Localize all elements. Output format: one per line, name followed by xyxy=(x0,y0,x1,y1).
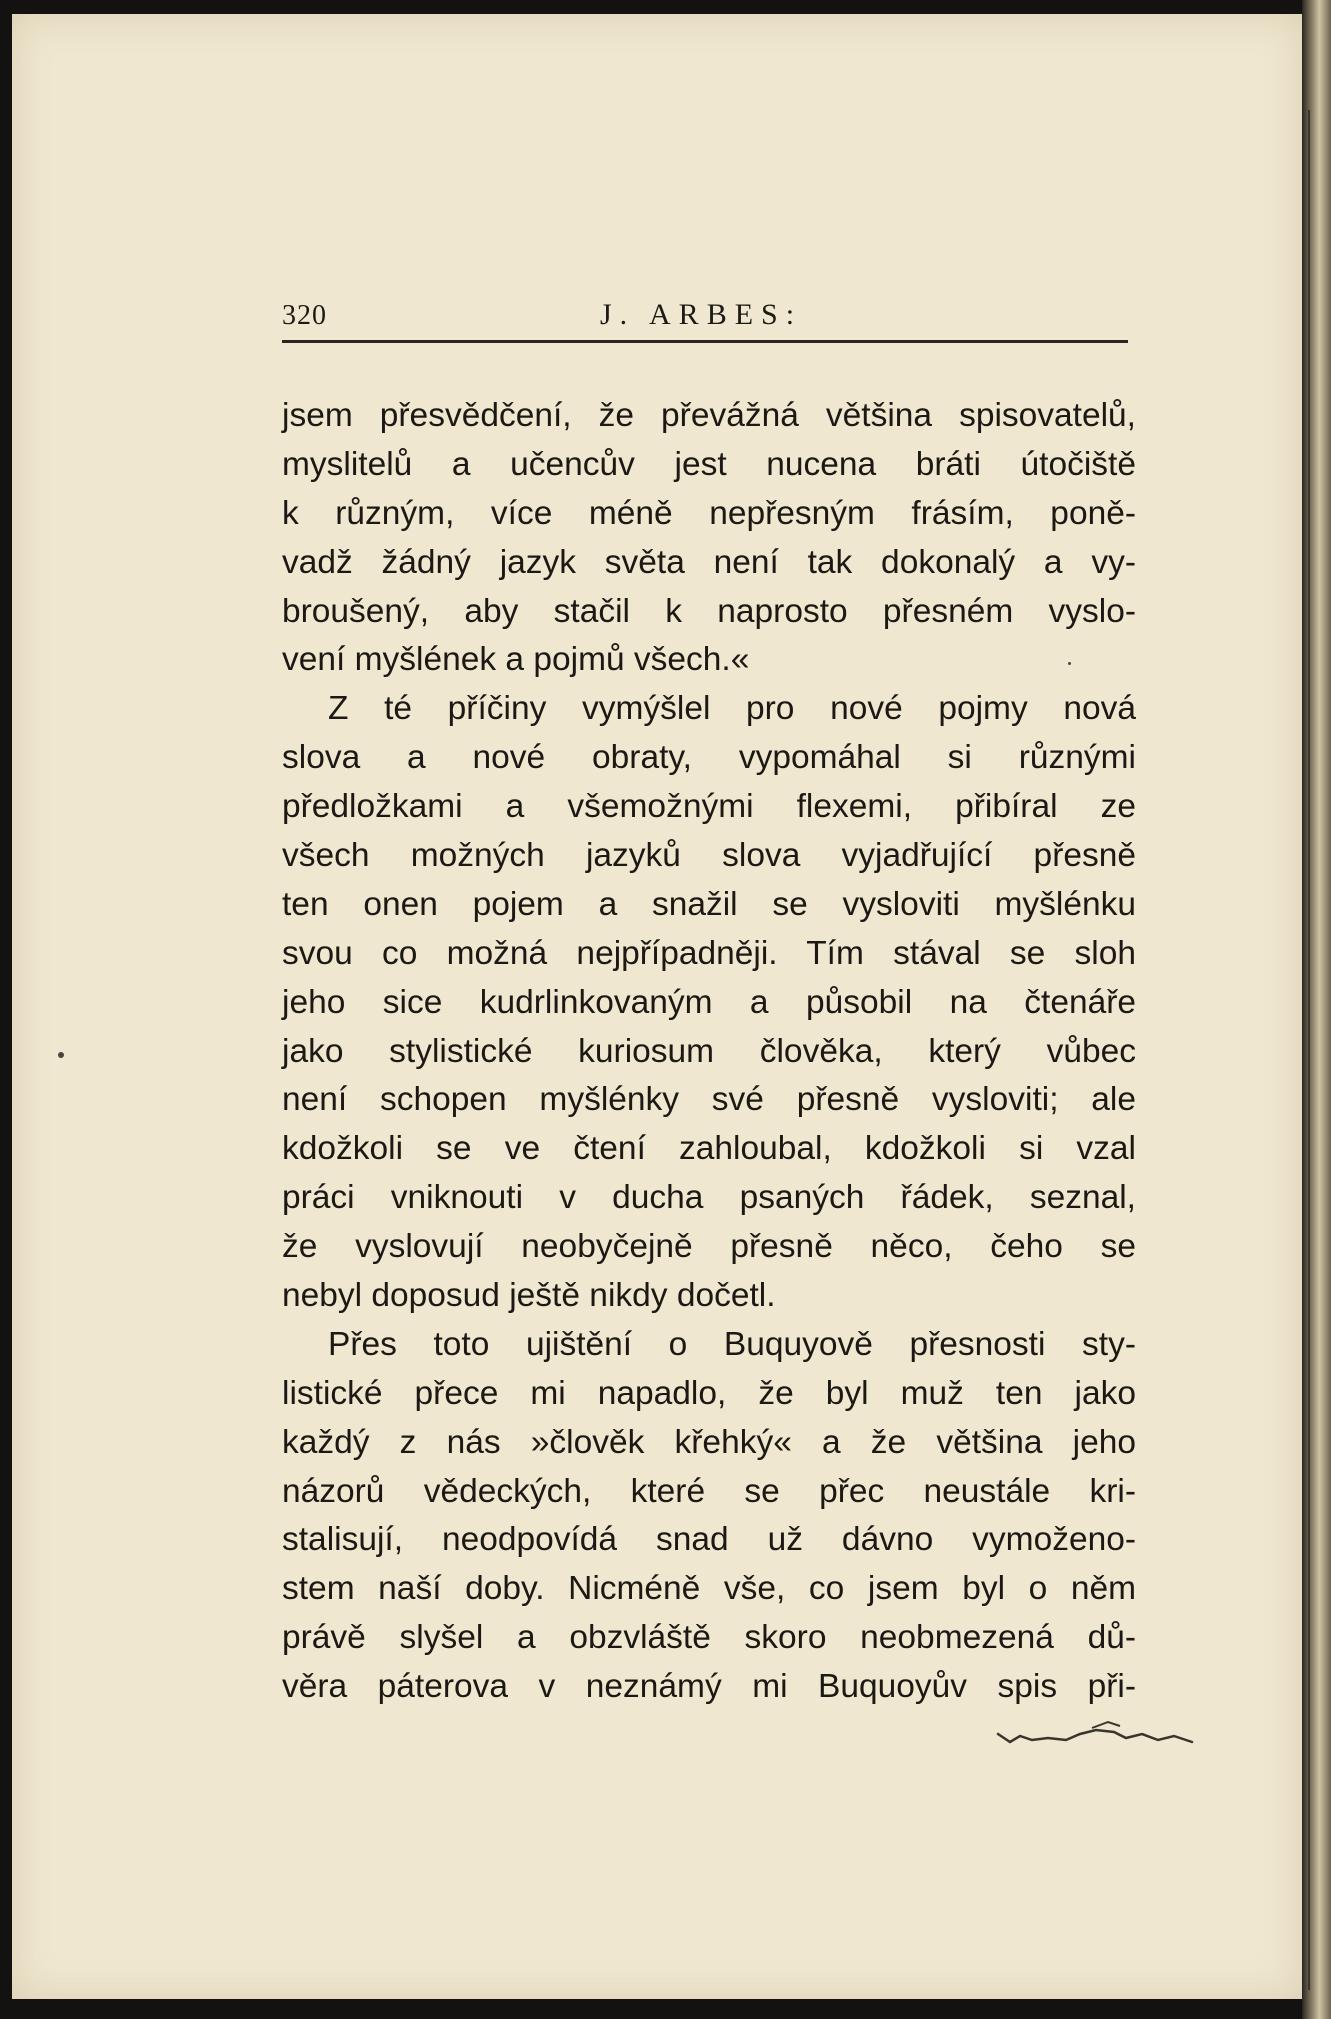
text-line: že vyslovují neobyčejně přesně něco, čeho se xyxy=(282,1228,1136,1266)
text-line: stem naší doby. Nicméně vše, co jsem byl o něm xyxy=(282,1570,1136,1608)
running-head: J. ARBES: xyxy=(600,298,803,331)
text-line: slova a nové obraty, vypomáhal si různými xyxy=(282,739,1136,777)
text-line: názorů vědeckých, které se přec neustále kri- xyxy=(282,1472,1136,1510)
text-line: Přes toto ujištění o Buquyově přesnosti sty- xyxy=(328,1325,1136,1363)
text-line: ten onen pojem a snažil se vysloviti myšlénku xyxy=(282,885,1136,923)
binding-line xyxy=(1308,110,1310,1990)
text-line: myslitelů a učencův jest nucena bráti útočiště xyxy=(282,445,1136,483)
text-line: k různým, více méně nepřesným frásím, poně- xyxy=(282,494,1136,532)
text-line: broušený, aby stačil k naprosto přesném vyslo- xyxy=(282,592,1136,630)
ink-speck xyxy=(1068,662,1071,665)
text-line: vadž žádný jazyk světa není tak dokonalý a vy- xyxy=(282,543,1136,581)
text-line: stalisují, neodpovídá snad už dávno vymoženo- xyxy=(282,1521,1136,1559)
text-line: věra páterova v neznámý mi Buquoyův spis při- xyxy=(282,1668,1136,1706)
text-line: listické přece mi napadlo, že byl muž ten jako xyxy=(282,1374,1136,1412)
text-line: kdožkoli se ve čtení zahloubal, kdožkoli si vzal xyxy=(282,1130,1136,1168)
text-line: jeho sice kudrlinkovaným a působil na čtenáře xyxy=(282,983,1136,1021)
text-line: nebyl doposud ještě nikdy dočetl. xyxy=(282,1277,776,1315)
text-line: jsem přesvědčení, že převážná většina spisovatelů, xyxy=(282,397,1136,434)
text-line: právě slyšel a obzvláště skoro neobmezená dů- xyxy=(282,1619,1136,1657)
page-header xyxy=(282,296,1128,342)
text-line: předložkami a všemožnými flexemi, přibíral ze xyxy=(282,788,1136,826)
page-number: 320 xyxy=(282,300,327,331)
body-text xyxy=(282,392,1136,1712)
header-rule xyxy=(282,340,1128,343)
page-edge xyxy=(1302,0,1331,2019)
ink-speck xyxy=(58,1052,64,1058)
text-line: jako stylistické kuriosum člověka, který vůbec xyxy=(282,1032,1136,1070)
ink-smudge xyxy=(996,1720,1216,1750)
text-line: každý z nás »člověk křehký« a že většina jeho xyxy=(282,1423,1136,1461)
text-line: svou co možná nejpřípadněji. Tím stával se sloh xyxy=(282,934,1136,972)
text-line: Z té příčiny vymýšlel pro nové pojmy nová xyxy=(328,690,1136,728)
text-line: práci vniknouti v ducha psaných řádek, seznal, xyxy=(282,1179,1136,1217)
text-line: není schopen myšlénky své přesně vysloviti; ale xyxy=(282,1081,1136,1119)
text-line: všech možných jazyků slova vyjadřující přesně xyxy=(282,837,1136,875)
text-line: vení myšlének a pojmů všech.« xyxy=(282,641,750,679)
